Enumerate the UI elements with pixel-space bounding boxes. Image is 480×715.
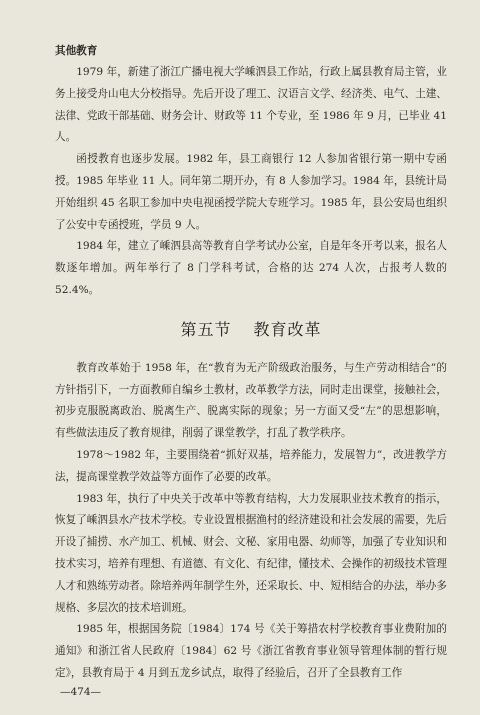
section-number: 第五节 bbox=[180, 319, 232, 339]
paragraph-self-study-exam: 1984 年，建立了嵊泗县高等教育自学考试办公室，自是年冬开考以来，报名人数逐年增加。两年举行了 8 门学科考试，合格的达 274 人次，占报考人数的 52.4%。 bbox=[55, 240, 447, 296]
page-body bbox=[55, 40, 447, 685]
paragraph-reform-1978: 1978～1982 年，主要围绕着“抓好双基，培养能力，发展智力”，改进教学方法，提高课堂教学效益等方面作了必要的改革。 bbox=[55, 448, 447, 483]
page-number: —474— bbox=[60, 686, 102, 698]
paragraph-reform-1958: 教育改革始于 1958 年，在“教育为无产阶级政治服务，与生产劳动相结合”的方针指引下，一方面教师自编乡土教材，改革教学方法，同时走出课堂，接触社会，初步克服脱离政治、脱离生产、脱离实际的现象；另一方面又受“左”的思想影响，有些做法违反了教育规律，削弱了课堂教学，打乱了教学秩序。 bbox=[55, 361, 447, 440]
paragraph-reform-1985: 1985 年，根据国务院〔1984〕174 号《关于筹措农村学校教育事业费附加的通知》和浙江省人民政府〔1984〕62 号《浙江省教育事业领导管理体制的暂行规定》，县教育局于 4 月到五龙乡试点，取得了经验后，召开了全县教育工作 bbox=[55, 623, 447, 679]
section-heading bbox=[55, 318, 447, 342]
subheading-other-education: 其他教育 bbox=[55, 45, 98, 57]
section-title: 教育改革 bbox=[253, 319, 322, 339]
paragraph-tv-university: 1979 年，新建了浙江广播电视大学嵊泗县工作站，行政上属县教育局主管，业务上接受舟山电大分校指导。先后开设了理工、汉语言文学、经济类、电气、土建、法律、党政干部基础、财务会计、财政等 11 个专业，至 1986 年 9 月，已毕业 41 人。 bbox=[55, 66, 447, 144]
paragraph-correspondence: 函授教育也逐步发展。1982 年，县工商银行 12 人参加省银行第一期中专函授。1985 年毕业 11 人。同年第二期开办，有 8 人参加学习。1984 年，县统计局开始组织 45 名职工参加中央电视函授学院大专班学习。1985 年，县公安局也组织了公安中专函授班，学员 9 人。 bbox=[55, 153, 447, 231]
paragraph-reform-1983: 1983 年，执行了中央关于改革中等教育结构，大力发展职业技术教育的指示，恢复了嵊泗县水产技术学校。专业设置根据渔村的经济建设和社会发展的需要，先后开设了捕捞、水产加工、机械、财会、文秘、家用电器、幼师等，加强了专业知识和技术实习，培养有理想、有道德、有文化、有纪律，懂技术、会操作的初级技术管理人才和熟练劳动者。除培养两年制学生外，还采取长、中、短相结合的办法，举办多规格、多层次的技术培训班。 bbox=[55, 492, 447, 614]
